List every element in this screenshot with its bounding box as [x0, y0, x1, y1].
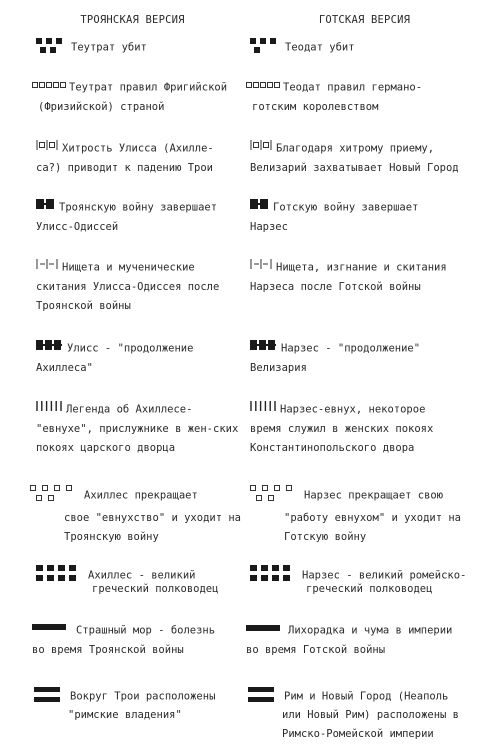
gothic-text-rest: во время Готской войны: [246, 643, 386, 656]
trojan-text-first: Легенда об Ахиллесе-: [66, 403, 193, 416]
symbol-eight-squares-icon: [36, 562, 80, 589]
trojan-text-rest: Улисс-Одиссей: [36, 220, 119, 233]
symbol-triple-block-icon: [36, 339, 62, 358]
gothic-text-first: Нарзес - "продолжение": [281, 342, 421, 355]
trojan-text-first: Улисс - "продолжение: [67, 342, 194, 355]
symbol-hollow-squares-icon: [246, 78, 280, 97]
trojan-cell: [36, 34, 249, 61]
symbol-bracket-dashes-icon: [36, 258, 58, 277]
trojan-text-first: Теутрат правил Фригийской: [69, 81, 228, 94]
gothic-cell: [250, 562, 478, 599]
trojan-cell: [32, 78, 248, 117]
gothic-text-first: Теодат правил германо-: [283, 81, 423, 94]
symbol-bracket-dashes-icon: [250, 258, 272, 277]
gothic-text-first: Теодат убит: [285, 41, 355, 54]
gothic-text-rest: время служил в женских покоях Константинопольского двора: [250, 422, 434, 454]
symbol-three-squares-icon: [250, 34, 280, 61]
symbol-bracket-squares-icon: [36, 139, 58, 158]
gothic-text-first: Рим и Новый Город (Неаполь: [284, 690, 449, 703]
trojan-text-first: Ахиллес прекращает: [84, 489, 198, 502]
trojan-text-rest: Ахиллеса": [36, 361, 93, 374]
trojan-text-rest: са?) приводит к падению Трои: [36, 161, 214, 174]
trojan-cell: [36, 562, 249, 599]
trojan-text-rest: (Фризийской) страной: [38, 100, 165, 113]
trojan-text-first: Страшный мор - болезнь: [76, 624, 216, 637]
gothic-text-first: Готскую войну завершает: [273, 201, 419, 214]
gothic-cell: [248, 683, 476, 744]
trojan-cell: [32, 621, 250, 660]
trojan-text-rest: скитания Улисса-Одиссея после Троянской войны: [36, 280, 220, 312]
symbol-double-bar-icon: [248, 683, 276, 710]
trojan-text-first: Теутрат убит: [71, 41, 147, 54]
trojan-cell: [36, 198, 249, 237]
gothic-cell: [250, 482, 478, 547]
symbol-thick-bar-icon: [32, 621, 68, 640]
trojan-text-first: Троянскую войну завершает: [59, 201, 218, 214]
symbol-vertical-lines-icon: [250, 400, 276, 419]
trojan-cell: [30, 482, 250, 547]
gothic-text-first: Благодаря хитрому приему,: [276, 142, 435, 155]
gothic-cell: [250, 34, 478, 61]
gothic-cell: [246, 78, 474, 117]
trojan-text-rest: во время Троянской войны: [32, 643, 184, 656]
gothic-text-rest: Велизарий захватывает Новый Город: [250, 161, 459, 174]
trojan-cell: [36, 339, 249, 378]
trojan-text-rest: греческий полководец: [92, 583, 219, 595]
symbol-hollow-squares-icon: [250, 482, 298, 509]
gothic-cell: [246, 621, 474, 660]
trojan-cell: [36, 139, 249, 178]
gothic-text-rest: Нарзес: [250, 220, 288, 233]
gothic-cell: [250, 400, 478, 458]
gothic-text-first: Нарзес прекращает свою: [304, 489, 444, 502]
header-trojan-version: ТРОЯНСКАЯ ВЕРСИЯ: [80, 14, 185, 26]
symbol-eight-squares-icon: [250, 562, 294, 589]
symbol-bracket-squares-icon: [250, 139, 272, 158]
gothic-cell: [250, 258, 478, 297]
symbol-triple-block-icon: [250, 339, 276, 358]
trojan-text-first: Вокруг Трои расположены: [70, 690, 216, 703]
gothic-text-rest: готским королевством: [252, 100, 379, 113]
gothic-text-first: Нищета, изгнание и скитания: [276, 261, 447, 274]
symbol-split-block-icon: [36, 198, 54, 217]
gothic-text-first: Нарзес - великий ромейско-: [302, 569, 467, 582]
symbol-split-block-icon: [250, 198, 268, 217]
symbol-hollow-squares-icon: [30, 482, 78, 509]
gothic-text-rest: Велизария: [250, 361, 307, 374]
gothic-cell: [250, 339, 478, 378]
gothic-text-first: Лихорадка и чума в империи: [288, 624, 453, 637]
trojan-cell: [36, 258, 249, 316]
trojan-text-rest: "римские владения": [68, 709, 182, 721]
symbol-hollow-squares-icon: [32, 78, 66, 97]
gothic-text-rest: греческий полководец: [306, 583, 433, 595]
trojan-text-rest: свое "евнухство" и уходит на Троянскую войну: [64, 512, 242, 543]
trojan-text-first: Нищета и мученические: [62, 261, 195, 274]
gothic-text-rest: или Новый Рим) расположены в Римско-Ромейской империи: [282, 709, 460, 740]
trojan-text-rest: "евнухе", прислужнике в жен-ских покоях царского дворца: [36, 422, 239, 454]
gothic-text-rest: Нарзеса после Готской войны: [250, 280, 421, 293]
trojan-text-first: Хитрость Улисса (Ахилле-: [62, 142, 214, 155]
gothic-text-first: Нарзес-евнух, некоторое: [280, 403, 426, 416]
gothic-cell: [250, 198, 478, 237]
symbol-thick-bar-icon: [246, 621, 282, 640]
symbol-three-squares-icon: [36, 34, 66, 61]
trojan-text-first: Ахиллес - великий: [88, 569, 196, 582]
trojan-cell: [36, 400, 249, 458]
symbol-double-bar-icon: [34, 683, 62, 710]
symbol-vertical-lines-icon: [36, 400, 62, 419]
gothic-cell: [250, 139, 478, 178]
header-gothic-version: ГОТСКАЯ ВЕРСИЯ: [318, 14, 411, 26]
gothic-text-rest: "работу евнухом" и уходит на Готскую войну: [284, 512, 462, 543]
trojan-cell: [34, 683, 250, 725]
